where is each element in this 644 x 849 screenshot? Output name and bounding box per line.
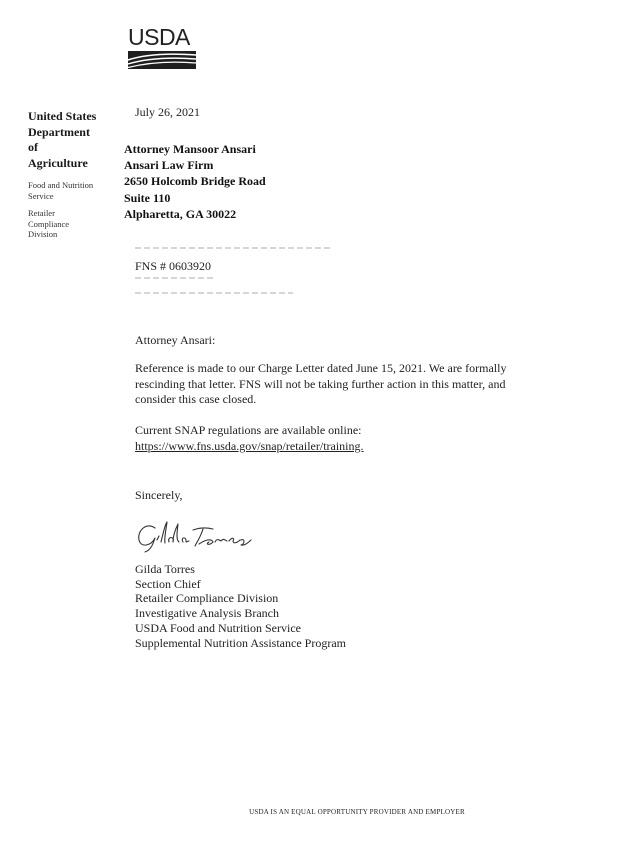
agency-line: of [28,140,38,154]
division-line: Compliance [28,218,70,229]
signer-line: Retailer Compliance Division [135,591,279,606]
snap-regulations-link[interactable]: https://www.fns.usda.gov/snap/retailer/training. [135,438,364,453]
agency-line: Agriculture [28,155,88,170]
recipient-address [124,141,266,222]
address-line: Suite 110 [124,190,171,205]
salutation: Attorney Ansari: [135,333,216,347]
body-paragraph [135,423,545,454]
signer-line: Investigative Analysis Branch [135,606,279,621]
signer-line: USDA Food and Nutrition Service [135,620,301,635]
address-line: Ansari Law Firm [124,158,214,173]
division-line: Retailer [28,208,55,218]
redacted-line [135,277,215,279]
usda-logo-text: USDA [128,24,190,50]
fns-number: FNS # 0603920 [135,259,212,273]
agency-name [28,109,120,171]
usda-logo [128,24,196,70]
sub-agency-line: Food and Nutrition [28,180,94,190]
address-line: Alpharetta, GA 30022 [124,206,237,221]
address-line: Attorney Mansoor Ansari [124,142,256,156]
signer-line: Section Chief [135,576,201,591]
redacted-line [135,292,293,294]
footer-statement: USDA IS AN EQUAL OPPORTUNITY PROVIDER AND EMPLOYER [249,808,465,816]
agency-line: Department [28,124,90,139]
snap-regulations-text: Current SNAP regulations are available online: [135,423,362,437]
address-line: 2650 Holcomb Bridge Road [124,174,266,189]
redacted-line [135,247,333,249]
division-name [28,208,120,240]
agency-sidebar [28,109,120,240]
division-line: Division [28,229,58,239]
letter-date: July 26, 2021 [135,105,201,119]
signer-line: Gilda Torres [135,562,195,576]
usda-logo-hills-icon [128,51,196,69]
signer-line: Supplemental Nutrition Assistance Program [135,635,346,650]
agency-line: United States [28,109,97,123]
closing: Sincerely, [135,488,183,502]
sub-agency-line: Service [28,190,54,201]
sub-agency-name [28,180,120,201]
handwritten-signature [133,516,263,556]
signer-block [135,562,346,650]
body-paragraph: Reference is made to our Charge Letter dated June 15, 2021. We are formally rescinding that letter. FNS will not be taking further action in this matter, and consider this case closed. [135,361,507,406]
